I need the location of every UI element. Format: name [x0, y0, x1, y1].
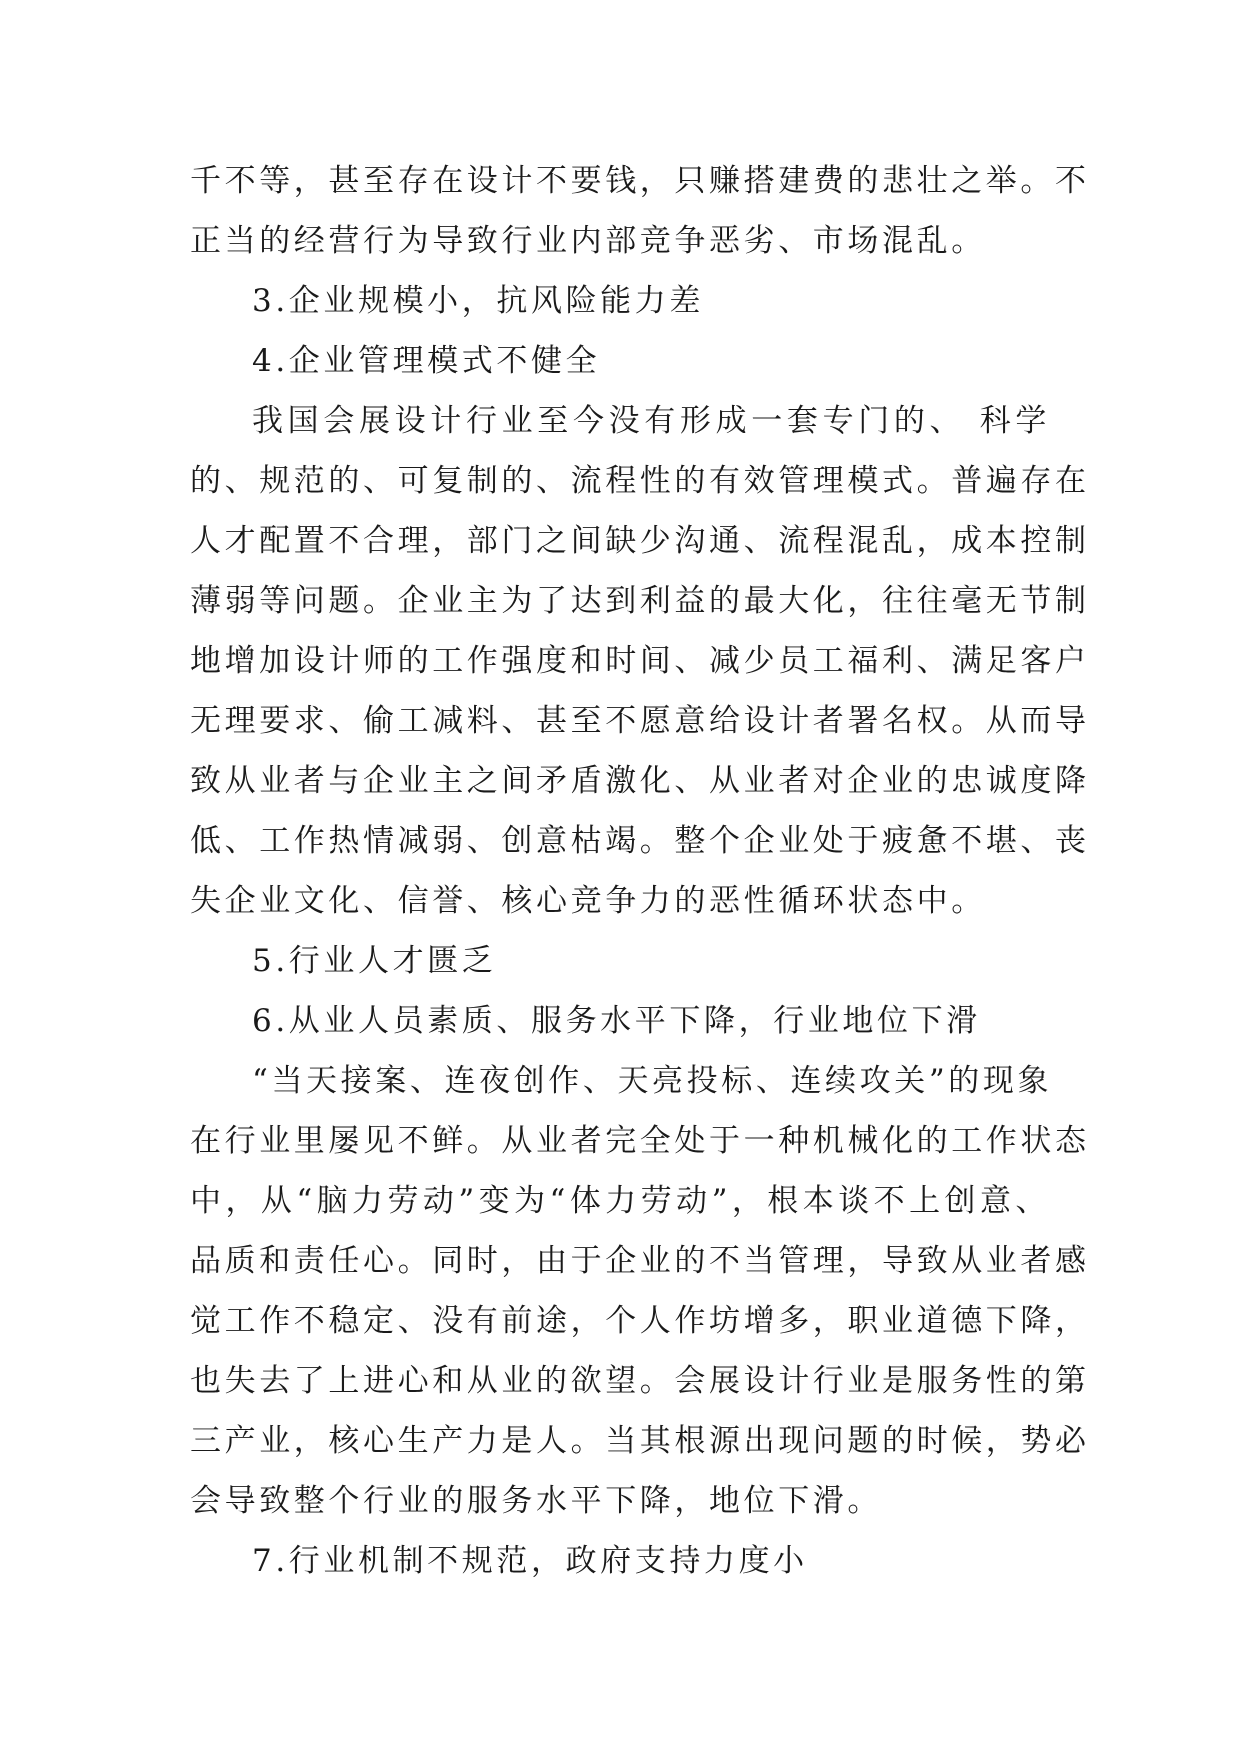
section-heading: 5.行业人才匮乏	[252, 943, 497, 979]
paragraph-line: 正当的经营行为导致行业内部竞争恶劣、市场混乱。	[190, 223, 986, 259]
paragraph-line: “当天接案、连夜创作、天亮投标、连续攻关”的现象	[252, 1063, 1053, 1099]
paragraph-line: 品质和责任心。同时，由于企业的不当管理，导致从业者感	[190, 1243, 1090, 1279]
paragraph-line: 三产业，核心生产力是人。当其根源出现问题的时候，势必	[190, 1423, 1090, 1459]
paragraph-line: 致从业者与企业主之间矛盾激化、从业者对企业的忠诚度降	[190, 763, 1090, 799]
section-heading: 3.企业规模小，抗风险能力差	[252, 283, 704, 319]
paragraph-line: 也失去了上进心和从业的欲望。会展设计行业是服务性的第	[190, 1363, 1090, 1399]
paragraph-line: 觉工作不稳定、没有前途，个人作坊增多，职业道德下降，	[190, 1303, 1090, 1339]
paragraph-line: 的、规范的、可复制的、流程性的有效管理模式。普遍存在	[190, 463, 1090, 499]
paragraph-line: 无理要求、偷工减料、甚至不愿意给设计者署名权。从而导	[190, 703, 1090, 739]
paragraph-line: 地增加设计师的工作强度和时间、减少员工福利、满足客户	[190, 643, 1090, 679]
paragraph-line: 中，从“脑力劳动”变为“体力劳动”，根本谈不上创意、	[190, 1183, 1050, 1219]
paragraph-line: 在行业里屡见不鲜。从业者完全处于一种机械化的工作状态	[190, 1123, 1090, 1159]
paragraph-line: 失企业文化、信誉、核心竞争力的恶性循环状态中。	[190, 883, 986, 919]
paragraph-line: 薄弱等问题。企业主为了达到利益的最大化，往往毫无节制	[190, 583, 1090, 619]
paragraph-line: 低、工作热情减弱、创意枯竭。整个企业处于疲惫不堪、丧	[190, 823, 1090, 859]
paragraph-line: 人才配置不合理，部门之间缺少沟通、流程混乱，成本控制	[190, 523, 1090, 559]
section-heading: 6.从业人员素质、服务水平下降，行业地位下滑	[252, 1003, 981, 1039]
paragraph-line: 千不等，甚至存在设计不要钱，只赚搭建费的悲壮之举。不	[190, 163, 1090, 199]
paragraph-line: 我国会展设计行业至今没有形成一套专门的、 科学	[252, 403, 1050, 439]
section-heading: 4.企业管理模式不健全	[252, 343, 601, 379]
paragraph-line: 会导致整个行业的服务水平下降，地位下滑。	[190, 1483, 882, 1519]
section-heading: 7.行业机制不规范，政府支持力度小	[252, 1543, 808, 1579]
